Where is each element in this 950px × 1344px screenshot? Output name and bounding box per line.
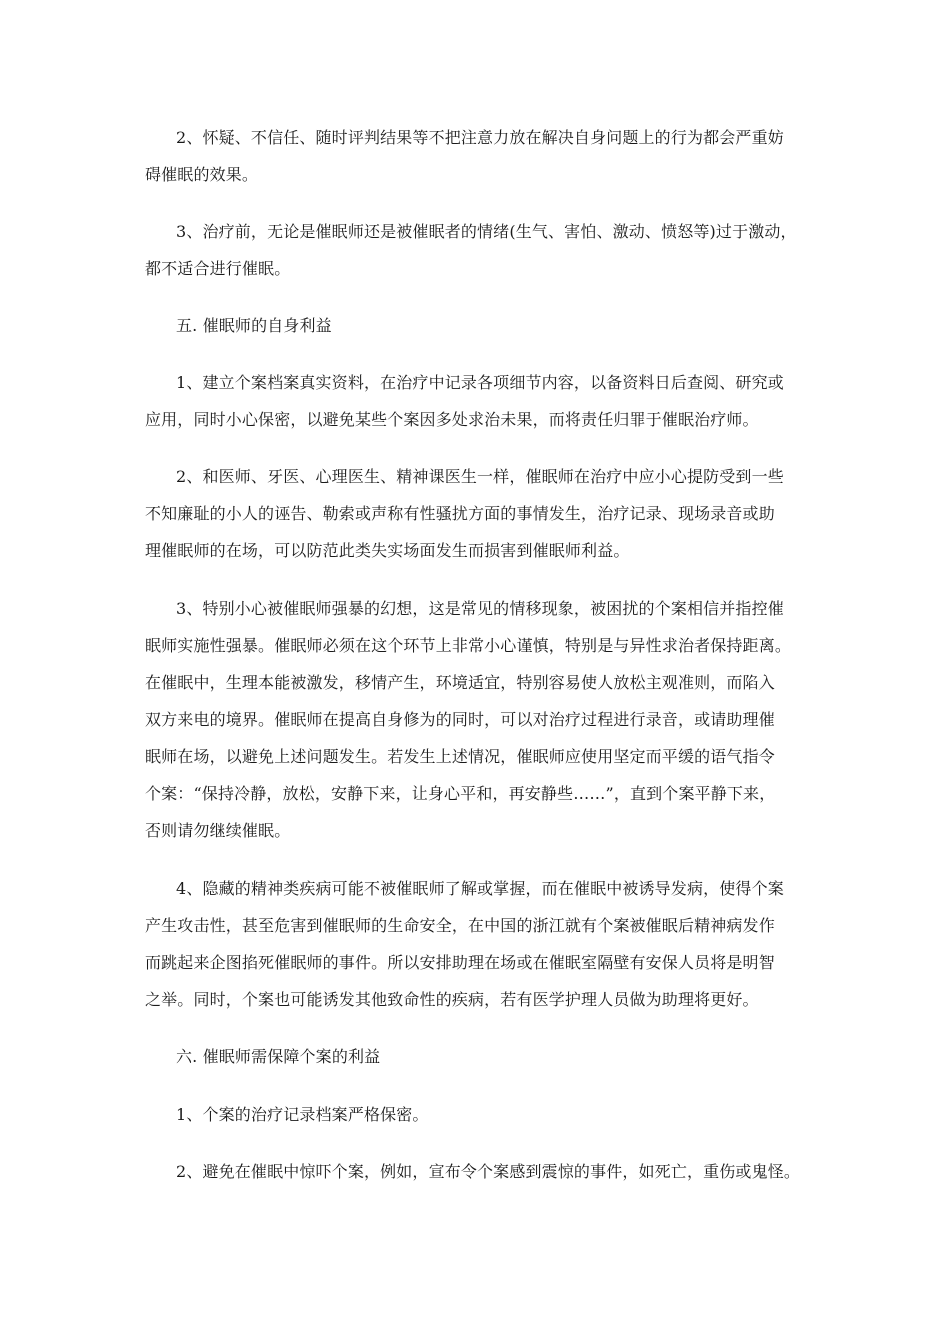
text-line: 4、隐藏的精神类疾病可能不被催眠师了解或掌握，而在催眠中被诱导发病，使得个案 xyxy=(176,879,784,898)
text-line: 眠师在场，以避免上述问题发生。若发生上述情况，催眠师应使用坚定而平缓的语气指令 xyxy=(145,747,775,766)
text-line: 双方来电的境界。催眠师在提高自身修为的同时，可以对治疗过程进行录音，或请助理催 xyxy=(145,710,775,729)
text-line: 3、治疗前，无论是催眠师还是被催眠者的情绪(生气、害怕、激动、愤怒等)过于激动， xyxy=(176,222,797,241)
text-line: 都不适合进行催眠。 xyxy=(145,259,291,278)
text-line: 否则请勿继续催眠。 xyxy=(145,821,291,840)
text-line: 在催眠中，生理本能被激发，移情产生，环境适宜，特别容易使人放松主观准则，而陷入 xyxy=(145,673,775,692)
text-line: 不知廉耻的小人的诬告、勒索或声称有性骚扰方面的事情发生，治疗记录、现场录音或助 xyxy=(145,504,775,523)
text-line: 1、个案的治疗记录档案严格保密。 xyxy=(176,1105,429,1124)
text-line: 2、怀疑、不信任、随时评判结果等不把注意力放在解决自身问题上的行为都会严重妨 xyxy=(176,128,784,147)
text-line: 眠师实施性强暴。催眠师必须在这个环节上非常小心谨慎，特别是与异性求治者保持距离。 xyxy=(145,636,792,655)
text-line: 产生攻击性，甚至危害到催眠师的生命安全，在中国的浙江就有个案被催眠后精神病发作 xyxy=(145,916,775,935)
text-line: 而跳起来企图掐死催眠师的事件。所以安排助理在场或在催眠室隔壁有安保人员将是明智 xyxy=(145,953,775,972)
text-line: 个案：“保持冷静，放松，安静下来，让身心平和，再安静些……”，直到个案平静下来， xyxy=(145,784,776,803)
text-line: 2、和医师、牙医、心理医生、精神课医生一样，催眠师在治疗中应小心提防受到一些 xyxy=(176,467,784,486)
text-line: 之举。同时，个案也可能诱发其他致命性的疾病，若有医学护理人员做为助理将更好。 xyxy=(145,990,759,1009)
text-line: 碍催眠的效果。 xyxy=(145,165,259,184)
text-line: 应用，同时小心保密，以避免某些个案因多处求治未果，而将责任归罪于催眠治疗师。 xyxy=(145,410,759,429)
text-line: 2、避免在催眠中惊吓个案，例如，宣布令个案感到震惊的事件，如死亡，重伤或鬼怪。 xyxy=(176,1162,801,1181)
section-heading: 五. 催眠师的自身利益 xyxy=(176,316,332,335)
section-heading: 六. 催眠师需保障个案的利益 xyxy=(176,1047,381,1066)
text-line: 3、特别小心被催眠师强暴的幻想，这是常见的情移现象，被困扰的个案相信并指控催 xyxy=(176,599,784,618)
text-line: 1、建立个案档案真实资料，在治疗中记录各项细节内容，以备资料日后查阅、研究或 xyxy=(176,373,784,392)
text-line: 理催眠师的在场，可以防范此类失实场面发生而损害到催眠师利益。 xyxy=(145,541,630,560)
